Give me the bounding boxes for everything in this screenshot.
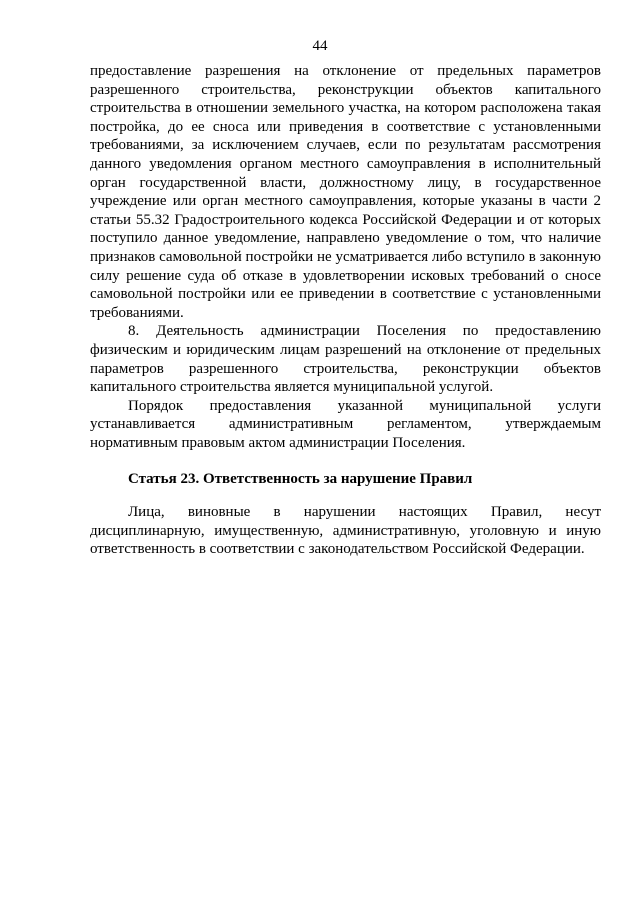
article-text: Лица, виновные в нарушении настоящих Правил, несут дисциплинарную, имущественную, административную, уголовную и иную ответственность в соответствии с законодательством Российской Федерации. bbox=[90, 504, 601, 558]
document-body bbox=[90, 62, 601, 559]
page-number: 44 bbox=[312, 38, 328, 54]
paragraph-item-8: 8. Деятельность администрации Поселения по предоставлению физическим и юридическим лицам разрешений на отклонение от предельных параметров разрешенного строительства, реконструкции объектов капитального строительства является муниципальной услугой. bbox=[90, 323, 601, 396]
paragraph-procedure: Порядок предоставления указанной муниципальной услуги устанавливается административным регламентом, утверждаемым нормативным правовым актом администрации Поселения. bbox=[90, 397, 601, 451]
paragraph-continuation: предоставление разрешения на отклонение от предельных параметров разрешенного строительства, реконструкции объектов капитального строительства в отношении земельного участка, на котором расположена такая постройка, до ее сноса или приведения в соответствие с установленными требованиями, за исключением случаев, если по результатам рассмотрения данного уведомления органом местного самоуправления в исполнительный орган государственной власти, должностному лицу, в государственное учреждение или орган местного самоуправления, которые указаны в части 2 статьи 55.32 Градостроительного кодекса Российской Федерации и от которых поступило данное уведомление, направлено уведомление о том, что наличие признаков самовольной постройки не усматривается либо вступило в законную силу решение суда об отказе в удовлетворении исковых требований о сносе самовольной постройки или ее приведении в соответствие с установленными требованиями. bbox=[90, 63, 601, 321]
article-heading: Статья 23. Ответственность за нарушение Правил bbox=[128, 471, 473, 488]
